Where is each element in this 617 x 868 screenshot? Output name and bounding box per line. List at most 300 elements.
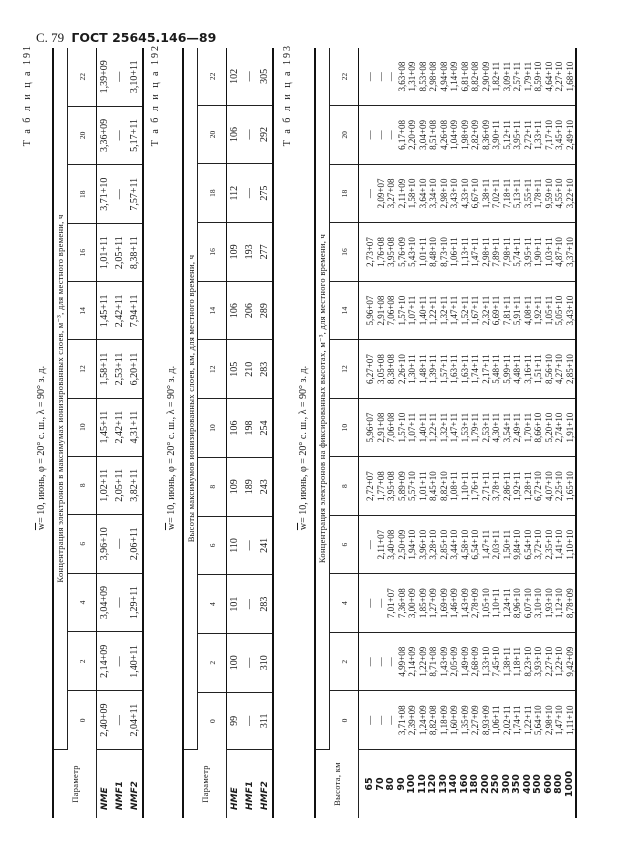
value-cell: 7,02+11 bbox=[491, 178, 501, 209]
value-cell: 7,18+11 bbox=[501, 178, 512, 209]
value-cell: — bbox=[112, 48, 127, 106]
value-cell: 1,76+11 bbox=[470, 471, 480, 501]
value-cell: 6,69+11 bbox=[491, 295, 501, 326]
altitude-value: 70 bbox=[374, 777, 386, 791]
value-cell: 4,55+10 bbox=[554, 178, 564, 209]
value-cell: 3,64+10 bbox=[417, 178, 428, 209]
standard-code: ГОСТ 25645.146—89 bbox=[71, 30, 217, 45]
hour-column bbox=[359, 691, 577, 750]
hour-header: 6 bbox=[68, 514, 97, 573]
value-cell: 112 bbox=[227, 164, 243, 223]
value-cell: 3,54+11 bbox=[501, 412, 512, 443]
value-cell: 4,94+08 bbox=[438, 61, 449, 92]
value-cell: 1,32+11 bbox=[438, 412, 449, 443]
value-cell: 1,94+10 bbox=[407, 529, 417, 560]
value-cell: 4,08+11 bbox=[522, 295, 533, 326]
table-193-body bbox=[359, 48, 577, 818]
value-cell: 1,08+11 bbox=[449, 471, 459, 501]
value-cell: 2,17+11 bbox=[480, 354, 491, 384]
hour-header: 12 bbox=[198, 340, 227, 399]
value-cell: 4,27+10 bbox=[554, 354, 564, 384]
param-name: NMF2 bbox=[129, 781, 140, 810]
param-name: HMF2 bbox=[259, 781, 270, 810]
value-cell: 1,24+11 bbox=[501, 588, 512, 618]
value-cell: 1,43+09 bbox=[438, 646, 449, 677]
hour-header: 6 bbox=[198, 516, 227, 575]
value-cell: 4,99+08 bbox=[396, 646, 407, 677]
value-cell: 3,71+08 bbox=[396, 705, 407, 736]
value-cell: 1,78+11 bbox=[533, 178, 543, 209]
value-cell: 1,39+11 bbox=[428, 354, 438, 384]
value-cell: 206 bbox=[242, 281, 257, 340]
value-cell: 4,33+10 bbox=[459, 178, 470, 209]
value-cell: 1,57+11 bbox=[438, 354, 449, 384]
value-cell: 1,98+09 bbox=[459, 120, 470, 150]
value-cell: 243 bbox=[257, 457, 273, 516]
hour-header: 2 bbox=[68, 632, 97, 691]
value-cell: 7,57+11 bbox=[127, 165, 143, 224]
value-cell: 3,96+10 bbox=[417, 529, 428, 560]
value-cell: 5,89+09 bbox=[396, 471, 407, 502]
hour-header: 8 bbox=[68, 456, 97, 514]
value-cell: — bbox=[375, 130, 386, 140]
value-cell: 2,05+11 bbox=[112, 224, 127, 282]
value-cell: — bbox=[242, 48, 257, 105]
value-cell: 99 bbox=[227, 692, 243, 749]
value-cell: 5,57+10 bbox=[407, 471, 417, 502]
value-cell: — bbox=[242, 633, 257, 692]
value-cell: 2,57+11 bbox=[512, 61, 522, 92]
value-cell: 101 bbox=[227, 575, 243, 634]
value-cell: 1,77+08 bbox=[375, 471, 386, 502]
value-cell: 3,96+10 bbox=[97, 514, 113, 573]
value-cell: 9,59+10 bbox=[543, 178, 554, 209]
hour-header: 10 bbox=[198, 399, 227, 458]
value-cell: 102 bbox=[227, 48, 243, 105]
value-cell: 1,60+09 bbox=[449, 705, 459, 736]
value-cell: 1,07+11 bbox=[407, 412, 417, 443]
value-cell: 3,40+08 bbox=[386, 529, 396, 560]
value-cell: 1,38+11 bbox=[501, 646, 512, 677]
value-cell: 2,50+09 bbox=[396, 529, 407, 560]
hour-column bbox=[359, 164, 577, 223]
value-cell: 275 bbox=[257, 164, 273, 223]
value-cell: 1,40+11 bbox=[417, 412, 428, 443]
value-cell: 3,10+10 bbox=[533, 588, 543, 619]
value-cell: 2,91+08 bbox=[375, 412, 386, 443]
value-cell: 1,24+09 bbox=[417, 705, 428, 736]
value-cell: — bbox=[242, 575, 257, 634]
value-cell: 4,07+10 bbox=[543, 471, 554, 502]
hour-column bbox=[359, 106, 577, 165]
altitude-value: 400 bbox=[521, 774, 533, 794]
value-cell: 2,71+11 bbox=[480, 471, 491, 501]
hour-header: 4 bbox=[68, 573, 97, 632]
value-cell: 311 bbox=[257, 692, 273, 749]
value-cell: 3,00+09 bbox=[407, 588, 417, 619]
value-cell: 2,40+09 bbox=[97, 691, 113, 750]
value-cell: 3,63+08 bbox=[396, 61, 407, 92]
value-cell: 4,58+10 bbox=[459, 529, 470, 560]
altitude-value: 800 bbox=[553, 774, 564, 794]
value-cell: 1,58+11 bbox=[97, 340, 113, 398]
altitude-column bbox=[359, 750, 577, 819]
value-cell: 1,35+09 bbox=[459, 705, 470, 736]
value-cell: 2,02+11 bbox=[501, 705, 512, 735]
value-cell: 3,04+09 bbox=[97, 573, 113, 632]
value-cell: 1,65+10 bbox=[564, 471, 575, 502]
table-row bbox=[257, 48, 273, 818]
value-cell: 193 bbox=[242, 223, 257, 282]
value-cell: — bbox=[375, 598, 386, 608]
value-cell: 1,40+11 bbox=[127, 632, 143, 691]
value-cell: 2,05+11 bbox=[112, 456, 127, 514]
value-cell: 2,72+11 bbox=[522, 120, 533, 150]
altitude-value: 130 bbox=[437, 774, 449, 794]
value-cell: 3,78+11 bbox=[491, 471, 501, 501]
value-cell: 109 bbox=[227, 223, 243, 282]
value-cell: 1,52+11 bbox=[459, 295, 470, 326]
value-cell: 1,57+10 bbox=[396, 412, 407, 443]
value-cell: 1,33+11 bbox=[533, 120, 543, 150]
altitude-value: 80 bbox=[385, 777, 396, 791]
value-cell: 5,96+07 bbox=[365, 295, 375, 326]
value-cell: 5,64+10 bbox=[533, 705, 543, 736]
altitude-value: 65 bbox=[364, 777, 375, 791]
value-cell: — bbox=[365, 715, 375, 725]
value-cell: 5,13+11 bbox=[512, 178, 522, 209]
table-193-title: Концентрация электронов на фиксированных высотах, м⁻³, для местного времени, ч bbox=[315, 48, 330, 750]
value-cell: 3,22+10 bbox=[564, 178, 575, 209]
value-cell: — bbox=[386, 130, 396, 140]
altitude-value: 110 bbox=[416, 774, 428, 794]
hour-column bbox=[359, 574, 577, 633]
value-cell: — bbox=[112, 514, 127, 573]
value-cell: 4,87+10 bbox=[554, 237, 564, 267]
value-cell: 3,09+11 bbox=[501, 61, 512, 92]
value-cell: 8,82+08 bbox=[428, 705, 438, 736]
value-cell: 5,48+11 bbox=[491, 354, 501, 384]
hour-header: 14 bbox=[68, 282, 97, 340]
value-cell: 1,92+11 bbox=[512, 471, 522, 501]
value-cell: — bbox=[365, 540, 375, 550]
value-cell: 2,39+09 bbox=[407, 705, 417, 736]
value-cell: 106 bbox=[227, 281, 243, 340]
value-cell: 8,53+08 bbox=[417, 61, 428, 92]
hour-header: 4 bbox=[198, 575, 227, 634]
value-cell: 6,81+08 bbox=[459, 61, 470, 92]
value-cell: 3,37+10 bbox=[564, 237, 575, 267]
altitude-value: 140 bbox=[448, 774, 459, 794]
value-cell: 1,05+11 bbox=[543, 295, 554, 326]
hour-header: 20 bbox=[198, 105, 227, 164]
value-cell: — bbox=[365, 657, 375, 667]
value-cell: 198 bbox=[242, 399, 257, 458]
value-cell: 2,53+11 bbox=[480, 412, 491, 443]
altitude-value: 200 bbox=[479, 774, 491, 794]
value-cell: 1,67+11 bbox=[470, 295, 480, 326]
value-cell: 8,23+10 bbox=[522, 646, 533, 677]
value-cell: 8,48+10 bbox=[428, 237, 438, 267]
value-cell: 305 bbox=[257, 48, 273, 105]
value-cell: 1,12+10 bbox=[554, 588, 564, 619]
value-cell: 105 bbox=[227, 340, 243, 399]
value-cell: 3,95+08 bbox=[386, 471, 396, 502]
value-cell: — bbox=[375, 72, 386, 82]
hour-header: 10 bbox=[330, 398, 359, 457]
value-cell: 277 bbox=[257, 223, 273, 282]
param-name: HME bbox=[229, 787, 240, 810]
value-cell: 1,28+11 bbox=[522, 471, 533, 501]
hour-header: 0 bbox=[330, 691, 359, 750]
value-cell: 9,42+09 bbox=[564, 646, 575, 677]
value-cell: 1,22+11 bbox=[428, 295, 438, 326]
value-cell: 3,05+08 bbox=[375, 354, 386, 384]
value-cell: 1,32+11 bbox=[438, 295, 449, 326]
value-cell: 1,53+11 bbox=[459, 412, 470, 443]
value-cell: — bbox=[386, 72, 396, 82]
value-cell: 6,67+10 bbox=[470, 178, 480, 209]
value-cell: 8,96+10 bbox=[512, 588, 522, 619]
value-cell: 1,14+09 bbox=[449, 61, 459, 92]
value-cell: 3,43+10 bbox=[564, 295, 575, 326]
altitude-value: 350 bbox=[511, 774, 522, 794]
altitude-value: 600 bbox=[542, 774, 554, 794]
hour-header: 16 bbox=[330, 223, 359, 282]
value-cell: 2,78+09 bbox=[470, 588, 480, 619]
value-cell: — bbox=[365, 130, 375, 140]
value-cell: — bbox=[112, 165, 127, 224]
value-cell: 7,01+07 bbox=[386, 588, 396, 619]
hour-column bbox=[359, 457, 577, 516]
value-cell: 1,70+11 bbox=[522, 412, 533, 443]
value-cell: 1,93+10 bbox=[543, 588, 554, 619]
table-row bbox=[97, 48, 113, 818]
value-cell: 2,73+07 bbox=[365, 237, 375, 267]
value-cell: 106 bbox=[227, 105, 243, 164]
value-cell: 2,74+10 bbox=[554, 412, 564, 443]
value-cell: 6,54+10 bbox=[522, 529, 533, 560]
value-cell: 210 bbox=[242, 340, 257, 399]
value-cell: 7,17+10 bbox=[543, 120, 554, 150]
value-cell: 8,36+09 bbox=[480, 120, 491, 150]
value-cell: 3,93+10 bbox=[533, 646, 543, 677]
value-cell: 2,14+09 bbox=[407, 646, 417, 677]
hour-header: 18 bbox=[68, 165, 97, 224]
hour-column bbox=[359, 340, 577, 399]
hour-column bbox=[359, 281, 577, 340]
value-cell: 8,78+09 bbox=[564, 588, 575, 619]
value-cell: 1,45+11 bbox=[97, 398, 113, 456]
hour-header: 6 bbox=[330, 515, 359, 574]
param-name: NME bbox=[99, 787, 110, 810]
value-cell: 7,98+11 bbox=[501, 237, 512, 267]
value-cell: 2,49+10 bbox=[564, 120, 575, 150]
hour-column bbox=[359, 48, 577, 106]
value-cell: 1,38+11 bbox=[480, 178, 491, 209]
value-cell: 4,31+11 bbox=[127, 398, 143, 456]
value-cell: 1,11+10 bbox=[564, 705, 575, 735]
value-cell: 2,27+10 bbox=[543, 646, 554, 677]
value-cell: 5,76+09 bbox=[396, 237, 407, 267]
hours-row bbox=[198, 48, 227, 818]
value-cell: 1,79+11 bbox=[470, 412, 480, 443]
value-cell: — bbox=[375, 715, 386, 725]
altitude-value: 180 bbox=[469, 774, 480, 794]
value-cell: 3,72+10 bbox=[533, 529, 543, 560]
value-cell: — bbox=[242, 692, 257, 749]
value-cell: 3,55+11 bbox=[522, 178, 533, 209]
value-cell: 3,27+08 bbox=[386, 178, 396, 209]
hour-header: 22 bbox=[198, 48, 227, 105]
table-193 bbox=[314, 48, 577, 818]
table-row bbox=[127, 48, 143, 818]
value-cell: 109 bbox=[227, 457, 243, 516]
value-cell: 1,05+10 bbox=[480, 588, 491, 619]
hour-header: 20 bbox=[330, 106, 359, 165]
table-row bbox=[227, 48, 243, 818]
value-cell: 1,68+10 bbox=[564, 61, 575, 92]
altitude-header: Высота, км bbox=[315, 750, 359, 819]
hour-header: 12 bbox=[68, 340, 97, 398]
value-cell: — bbox=[365, 188, 375, 198]
value-cell: 3,82+11 bbox=[127, 456, 143, 514]
value-cell: 8,45+10 bbox=[428, 471, 438, 502]
hour-header: 20 bbox=[68, 106, 97, 165]
hour-header: 10 bbox=[68, 398, 97, 456]
table-193-condition: $\overline{w}= 10$, июнь, φ = 20° с. ш., λ = 90° з. д. bbox=[298, 365, 309, 531]
value-cell: 3,16+11 bbox=[522, 354, 533, 384]
value-cell: — bbox=[242, 164, 257, 223]
hour-header: 12 bbox=[330, 340, 359, 399]
value-cell: 8,38+11 bbox=[127, 224, 143, 282]
value-cell: 4,48+11 bbox=[512, 354, 522, 384]
value-cell: 1,03+11 bbox=[543, 237, 554, 267]
value-cell: 5,99+11 bbox=[501, 354, 512, 384]
value-cell: 2,11+07 bbox=[375, 529, 386, 560]
value-cell: 4,30+11 bbox=[491, 412, 501, 443]
table-192-title: Высоты максимумов ионизированных слоев, км, для местного времени, ч bbox=[183, 48, 198, 750]
value-cell: 106 bbox=[227, 399, 243, 458]
value-cell: 2,68+09 bbox=[470, 646, 480, 677]
value-cell: 2,42+11 bbox=[112, 282, 127, 340]
hour-header: 14 bbox=[198, 281, 227, 340]
hour-header: 2 bbox=[198, 633, 227, 692]
value-cell: 2,14+09 bbox=[97, 632, 113, 691]
table-row bbox=[112, 48, 127, 818]
value-cell: 2,91+08 bbox=[375, 295, 386, 326]
value-cell: 8,93+09 bbox=[480, 705, 491, 736]
value-cell: — bbox=[365, 598, 375, 608]
value-cell: 1,22+10 bbox=[554, 646, 564, 677]
value-cell: — bbox=[112, 691, 127, 750]
value-cell: 8,66+10 bbox=[533, 412, 543, 443]
value-cell: 1,85+09 bbox=[417, 588, 428, 619]
value-cell: 3,34+10 bbox=[428, 178, 438, 209]
value-cell: 1,06+11 bbox=[449, 237, 459, 267]
param-header: Параметр bbox=[53, 750, 97, 819]
value-cell: 2,05+09 bbox=[449, 646, 459, 677]
value-cell: 6,20+11 bbox=[127, 340, 143, 398]
value-cell: 1,10+11 bbox=[491, 588, 501, 618]
hour-column bbox=[359, 398, 577, 457]
value-cell: 2,86+11 bbox=[501, 471, 512, 501]
value-cell: 2,20+09 bbox=[407, 120, 417, 150]
value-cell: 5,12+11 bbox=[501, 120, 512, 150]
value-cell: 7,06+08 bbox=[386, 295, 396, 326]
value-cell: 2,82+09 bbox=[470, 120, 480, 150]
table-191-caption: Т а б л и ц а 191 bbox=[22, 44, 33, 147]
value-cell: — bbox=[112, 106, 127, 165]
value-cell: 1,47+11 bbox=[449, 295, 459, 326]
value-cell: 3,90+11 bbox=[491, 120, 501, 150]
value-cell: 1,40+11 bbox=[417, 295, 428, 326]
value-cell: 8,38+08 bbox=[386, 354, 396, 384]
value-cell: 2,27+10 bbox=[554, 61, 564, 92]
altitude-value: 90 bbox=[395, 777, 407, 791]
value-cell: — bbox=[242, 516, 257, 575]
value-cell: 6,72+10 bbox=[533, 471, 543, 502]
value-cell: 8,82+10 bbox=[438, 471, 449, 502]
value-cell: 1,50+11 bbox=[501, 529, 512, 560]
value-cell: 1,41+10 bbox=[554, 529, 564, 560]
value-cell: 1,01+11 bbox=[417, 471, 428, 501]
value-cell: 254 bbox=[257, 399, 273, 458]
value-cell: 1,76+08 bbox=[375, 237, 386, 267]
hour-column bbox=[359, 223, 577, 282]
table-row bbox=[242, 48, 257, 818]
value-cell: 1,29+11 bbox=[127, 573, 143, 632]
hour-header: 0 bbox=[68, 691, 97, 750]
value-cell: 1,57+10 bbox=[396, 295, 407, 326]
value-cell: 3,36+09 bbox=[97, 106, 113, 165]
value-cell: 1,22+09 bbox=[417, 646, 428, 677]
hour-header: 18 bbox=[198, 164, 227, 223]
value-cell: 5,43+10 bbox=[407, 237, 417, 267]
value-cell: 8,73+10 bbox=[438, 237, 449, 267]
value-cell: 3,44+10 bbox=[449, 529, 459, 560]
value-cell: 1,27+09 bbox=[428, 588, 438, 619]
value-cell: 2,98+10 bbox=[543, 705, 554, 736]
value-cell: 2,03+11 bbox=[491, 529, 501, 560]
table-191 bbox=[52, 48, 144, 818]
page-number: С. 79 bbox=[36, 30, 65, 45]
value-cell: 3,45+10 bbox=[554, 120, 564, 150]
value-cell: 1,51+11 bbox=[533, 354, 543, 384]
value-cell: 2,85+10 bbox=[438, 529, 449, 560]
value-cell: — bbox=[386, 715, 396, 725]
altitude-value: 160 bbox=[458, 774, 470, 794]
value-cell: 5,91+11 bbox=[512, 295, 522, 326]
value-cell: 2,26+10 bbox=[396, 354, 407, 384]
hour-header: 18 bbox=[330, 164, 359, 223]
hours-row bbox=[68, 48, 97, 818]
value-cell: 1,45+11 bbox=[97, 282, 113, 340]
value-cell: 5,20+10 bbox=[543, 412, 554, 443]
value-cell: 9,84+10 bbox=[512, 529, 522, 560]
value-cell: 1,47+11 bbox=[470, 237, 480, 267]
param-header: Параметр bbox=[183, 750, 227, 819]
value-cell: 7,94+11 bbox=[127, 282, 143, 340]
hour-header: 8 bbox=[330, 457, 359, 516]
value-cell: 1,22+11 bbox=[428, 412, 438, 443]
value-cell: 292 bbox=[257, 105, 273, 164]
value-cell: 7,36+08 bbox=[396, 588, 407, 619]
value-cell: 3,95+11 bbox=[522, 237, 533, 267]
value-cell: 7,81+11 bbox=[501, 295, 512, 326]
table-193-caption: Т а б л и ц а 193 bbox=[282, 44, 293, 147]
value-cell: 3,95+11 bbox=[512, 120, 522, 150]
